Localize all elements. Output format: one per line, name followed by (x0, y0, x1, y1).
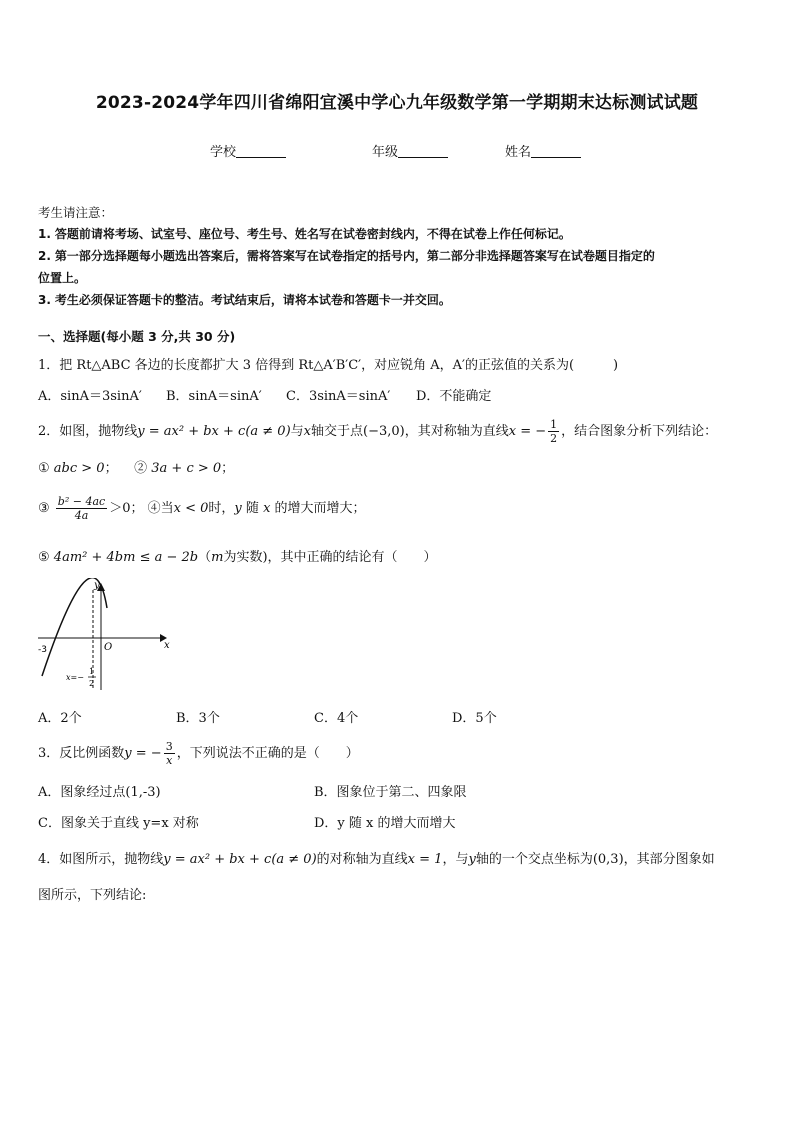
q2-parabola-graph (36, 578, 176, 696)
question-1-stem: 1．把 Rt△ABC 各边的长度都扩大 3 倍得到 Rt△A′B′C′，对应锐角 A，A′的正弦值的关系为( ) (38, 358, 619, 373)
q1-option-d[interactable]: D．不能确定 (416, 389, 492, 404)
q1-option-c[interactable]: C．3sinA＝sinA′ (286, 389, 391, 404)
section-heading: 一、选择题(每小题 3 分,共 30 分) (38, 329, 236, 344)
question-2-stem: 2．如图，抛物线y = ax² + bx + c(a ≠ 0)与x轴交于点(−3,0)，其对称轴为直线x = − $\frac{1}{2}$ ，结合图象分析下列结论： (38, 418, 718, 445)
grade-label: 年级 (372, 145, 399, 160)
name-field[interactable] (505, 141, 581, 160)
question-4-stem: 4．如图所示，抛物线y = ax² + bx + c(a ≠ 0)的对称轴为直线x = 1，与y轴的一个交点坐标为(0,3)，其部分图象如 (38, 852, 715, 867)
name-label: 姓名 (505, 145, 532, 160)
note-1: 1. 答题前请将考场、试室号、座位号、考生号、姓名写在试卷密封线内，不得在试卷上作任何标记。 (38, 227, 571, 241)
note-2-cont: 位置上。 (38, 271, 87, 285)
graph-axis-den: 2 (89, 679, 95, 688)
school-label: 学校 (210, 145, 237, 160)
exam-notes (38, 202, 758, 311)
q3-fraction: $\frac{3}{x}$ (165, 740, 173, 767)
q2-half-fraction: $\frac{1}{2}$ (550, 418, 558, 445)
q2-option-a[interactable]: A．2个 (38, 711, 82, 726)
q2-equation: y = ax² + bx + c(a ≠ 0) (137, 424, 291, 439)
school-blank[interactable] (236, 145, 286, 158)
q4-equation: y = ax² + bx + c(a ≠ 0) (163, 852, 317, 867)
school-field[interactable] (210, 141, 286, 160)
q2-conclusion-5: ⑤ 4am² + 4bm ≤ a − 2b（m为实数)，其中正确的结论有（ ） (38, 550, 437, 565)
graph-neg3-label: -3 (38, 645, 47, 655)
graph-axis-label: x=− (66, 673, 84, 682)
grade-blank[interactable] (398, 145, 448, 158)
q3-option-b[interactable]: B．图象位于第二、四象限 (314, 785, 467, 800)
question-4-line2: 图所示，下列结论: (38, 888, 147, 903)
parabola-curve (42, 578, 107, 676)
q2-conclusion-2: 3a + c > 0 (151, 461, 222, 476)
q1-option-b[interactable]: B．sinA＝sinA′ (166, 389, 262, 404)
graph-y-label: y (94, 580, 100, 591)
note-3: 3. 考生必须保证答题卡的整洁。考试结束后，请将本试卷和答题卡一并交回。 (38, 293, 451, 307)
q1-option-a[interactable]: A．sinA＝3sinA′ (38, 389, 142, 404)
q2-conclusions-1-2: ① abc > 0； ② 3a + c > 0； (38, 461, 235, 476)
page-title: 2023-2024学年四川省绵阳宜溪中学心九年级数学第一学期期末达标测试试题 (95, 93, 699, 113)
q2-conclusion-3-fraction: $\frac{\text{b² − 4ac}}{4a}$ (57, 495, 106, 522)
q2-option-b[interactable]: B．3个 (176, 711, 220, 726)
q3-option-c[interactable]: C．图象关于直线 y=x 对称 (38, 816, 199, 831)
note-2: 2. 第一部分选择题每小题选出答案后，需将答案写在试卷指定的括号内，第二部分非选择题答案写在试卷题目指定的 (38, 249, 655, 263)
q2-conclusion-1: abc > 0 (53, 461, 105, 476)
q3-option-a[interactable]: A．图象经过点(1,-3) (38, 785, 161, 800)
q2-option-c[interactable]: C．4个 (314, 711, 359, 726)
notes-heading: 考生请注意： (38, 205, 114, 220)
graph-axis-num: 1 (89, 667, 95, 676)
q3-option-d[interactable]: D．y 随 x 的增大而增大 (314, 816, 456, 831)
q2-option-d[interactable]: D．5个 (452, 711, 497, 726)
name-blank[interactable] (531, 145, 581, 158)
q2-point: (−3,0) (363, 424, 405, 439)
question-3-stem: 3．反比例函数y = − $\frac{3}{x}$ ，下列说法不正确的是（ ） (38, 740, 359, 767)
q2-conclusions-3-4: ③ $\frac{\text{b² − 4ac}}{4a}$ ＞0； ④当x < 0时，y 随 x 的增大而增大； (38, 495, 366, 522)
graph-origin-label: O (104, 642, 113, 653)
grade-field[interactable] (372, 141, 448, 160)
graph-x-label: x (164, 640, 170, 651)
